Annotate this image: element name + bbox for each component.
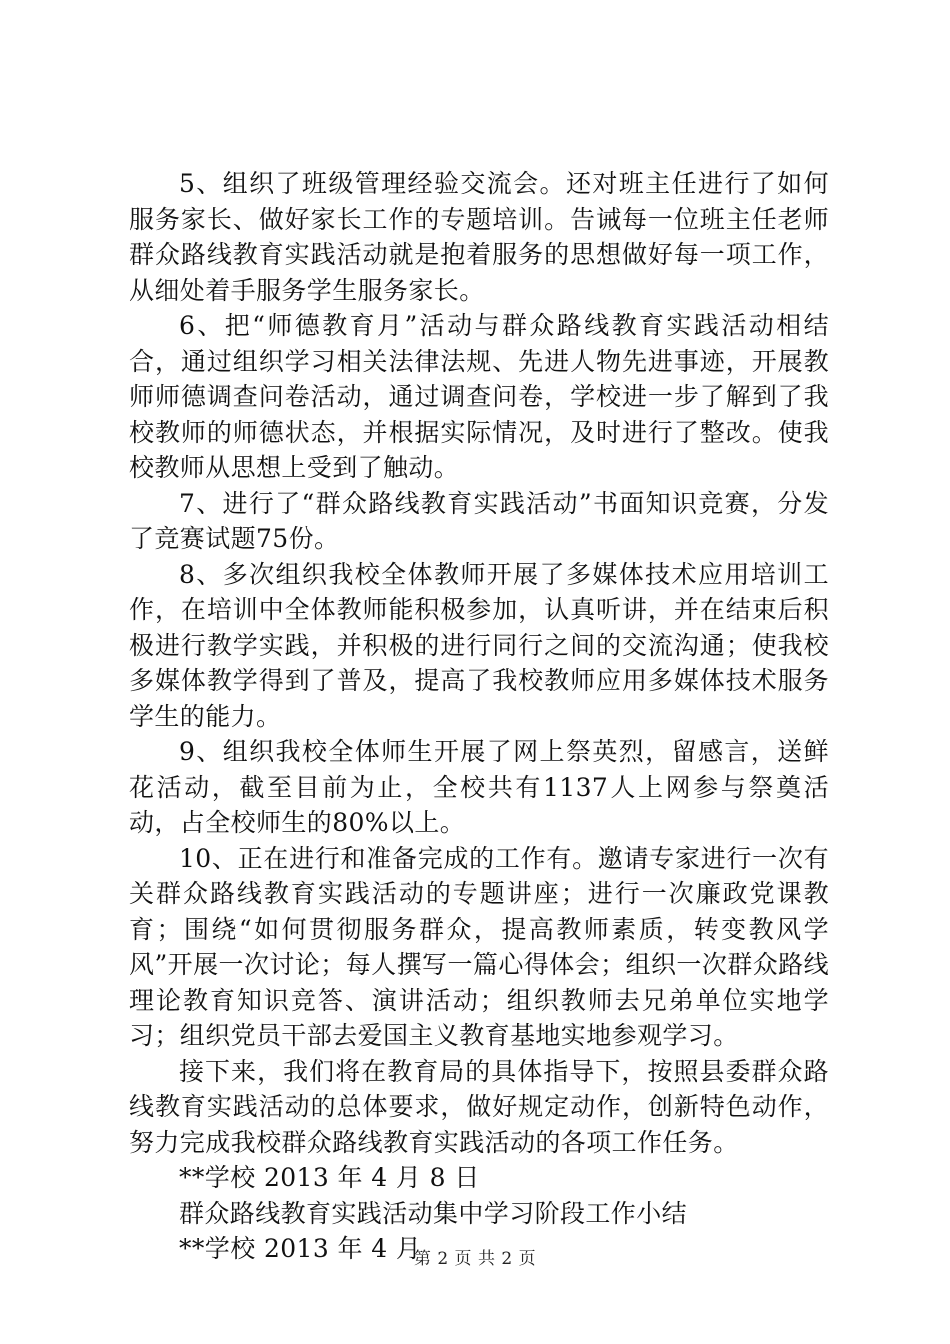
- paragraph-item-10: 10、正在进行和准备完成的工作有。邀请专家进行一次有关群众路线教育实践活动的专题讲座；进行一次廉政党课教育；围绕“如何贯彻服务群众，提高教师素质，转变教风学风”开展一次讨论；每人撰写一篇心得体会；组织一次群众路线理论教育知识竞答、演讲活动；组织教师去兄弟单位实地学习；组织党员干部去爱国主义教育基地实地参观学习。: [129, 843, 829, 1050]
- page-number-footer: 第 2 页 共 2 页: [413, 1249, 537, 1269]
- paragraph-item-6: 6、把“师德教育月”活动与群众路线教育实践活动相结合，通过组织学习相关法律法规、先进人物先进事迹，开展教师师德调查问卷活动，通过调查问卷，学校进一步了解到了我校教师的师德状态，并根据实际情况，及时进行了整改。使我校教师从思想上受到了触动。: [129, 311, 829, 482]
- next-document-signature: **学校 2013 年 4 月: [179, 1234, 422, 1263]
- closing-paragraph: 接下来，我们将在教育局的具体指导下，按照县委群众路线教育实践活动的总体要求，做好规定动作，创新特色动作，努力完成我校群众路线教育实践活动的各项工作任务。: [129, 1056, 829, 1157]
- paragraph-item-9: 9、组织我校全体师生开展了网上祭英烈，留感言，送鲜花活动，截至目前为止，全校共有1137人上网参与祭奠活动，占全校师生的80%以上。: [129, 737, 829, 837]
- signature-date: **学校 2013 年 4 月 8 日: [179, 1163, 480, 1192]
- paragraph-item-8: 8、多次组织我校全体教师开展了多媒体技术应用培训工作，在培训中全体教师能积极参加，认真听讲，并在结束后积极进行教学实践，并积极的进行同行之间的交流沟通；使我校多媒体教学得到了普及，提高了我校教师应用多媒体技术服务学生的能力。: [129, 559, 829, 731]
- next-document-title: 群众路线教育实践活动集中学习阶段工作小结: [179, 1198, 688, 1228]
- document-body: [129, 166, 829, 1267]
- paragraph-item-7: 7、进行了“群众路线教育实践活动”书面知识竞赛，分发了竞赛试题75份。: [129, 488, 829, 553]
- paragraph-item-5: 5、组织了班级管理经验交流会。还对班主任进行了如何服务家长、做好家长工作的专题培训。告诫每一位班主任老师群众路线教育实践活动就是抱着服务的思想做好每一项工作，从细处着手服务学生服务家长。: [129, 169, 829, 305]
